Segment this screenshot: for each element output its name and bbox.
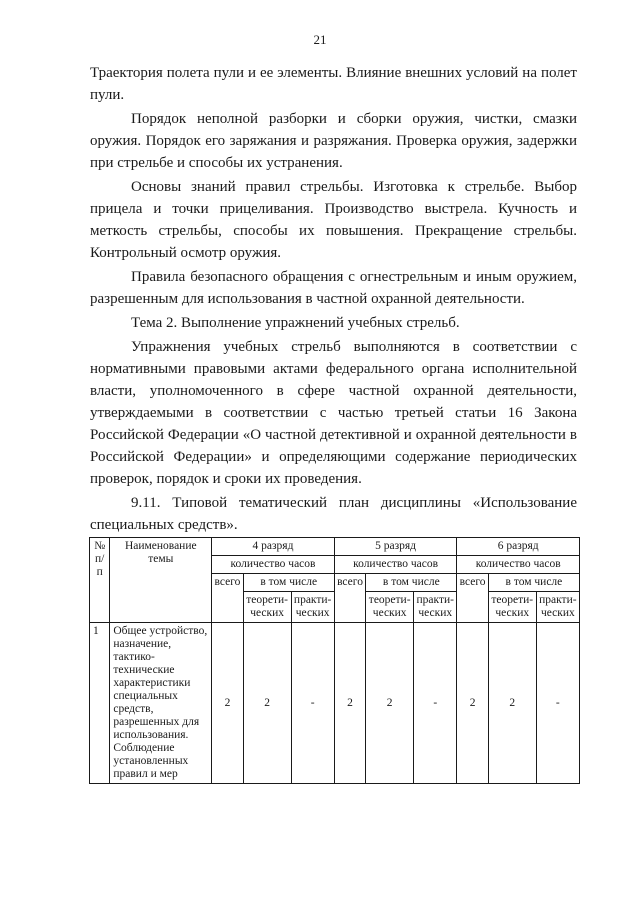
cell-total-5: 2 — [334, 623, 365, 784]
header-hours-5: количество часов — [334, 556, 457, 574]
header-including-6: в том числе — [488, 574, 579, 592]
cell-theory-6: 2 — [488, 623, 536, 784]
row-number: 1 — [90, 623, 110, 784]
body-text — [90, 62, 577, 536]
table-header-row-1 — [90, 538, 580, 556]
header-practice-6: практи-ческих — [536, 592, 579, 623]
row-topic: Общее устройство, назначение, тактико-технические характеристики специальных средств, разрешенных для использования. Соблюдение установленных правил и мер — [110, 623, 212, 784]
header-hours-4: количество часов — [212, 556, 335, 574]
page-number: 21 — [313, 32, 327, 47]
cell-total-4: 2 — [212, 623, 243, 784]
header-total-4: всего — [212, 574, 243, 623]
header-theory-5: теорети-ческих — [366, 592, 414, 623]
header-topic-name: Наименование темы — [110, 538, 212, 623]
header-total-6: всего — [457, 574, 488, 623]
paragraph-disassembly: Порядок неполной разборки и сборки оружия, чистки, смазки оружия. Порядок его заряжания и разряжания. Проверка оружия, задержки при стрельбе и способы их устранения. — [90, 111, 577, 171]
header-theory-4: теорети-ческих — [243, 592, 291, 623]
section-9-11-heading: 9.11. Типовой тематический план дисциплины «Использование специальных средств». — [90, 495, 577, 533]
cell-theory-4: 2 — [243, 623, 291, 784]
header-grade-4: 4 разряд — [212, 538, 335, 556]
topic-2-heading: Тема 2. Выполнение упражнений учебных стрельб. — [131, 315, 460, 331]
paragraph-exercises: Упражнения учебных стрельб выполняются в соответствии с нормативными правовыми актами федерального органа исполнительной власти, уполномоченного в сфере частной охранной деятельности, утверждаемыми в соответствии с частью третьей статьи 16 Закона Российской Федерации «О частной детективной и охранной деятельности в Российской Федерации» и определяющими содержание периодических проверок, порядок и сроки их проведения. — [90, 339, 577, 487]
cell-practice-4: - — [291, 623, 334, 784]
header-including-4: в том числе — [243, 574, 334, 592]
paragraph-trajectory: Траектория полета пули и ее элементы. Влияние внешних условий на полет пули. — [90, 65, 577, 103]
header-total-5: всего — [334, 574, 365, 623]
paragraph-shooting-rules: Основы знаний правил стрельбы. Изготовка к стрельбе. Выбор прицела и точки прицеливания. Производство выстрела. Кучность и меткость стрельбы, способы их повышения. Прекращение стрельбы. Контрольный осмотр оружия. — [90, 179, 577, 261]
cell-total-6: 2 — [457, 623, 488, 784]
header-theory-6: теорети-ческих — [488, 592, 536, 623]
header-practice-4: практи-ческих — [291, 592, 334, 623]
paragraph-safety-rules: Правила безопасного обращения с огнестрельным и иным оружием, разрешенным для использования в частной охранной деятельности. — [90, 269, 577, 307]
table-row — [90, 623, 580, 784]
cell-practice-5: - — [414, 623, 457, 784]
thematic-plan-table — [89, 537, 580, 784]
header-grade-5: 5 разряд — [334, 538, 457, 556]
header-hours-6: количество часов — [457, 556, 580, 574]
header-grade-6: 6 разряд — [457, 538, 580, 556]
cell-practice-6: - — [536, 623, 579, 784]
header-number: № п/ п — [90, 538, 110, 623]
cell-theory-5: 2 — [366, 623, 414, 784]
header-including-5: в том числе — [366, 574, 457, 592]
header-practice-5: практи-ческих — [414, 592, 457, 623]
